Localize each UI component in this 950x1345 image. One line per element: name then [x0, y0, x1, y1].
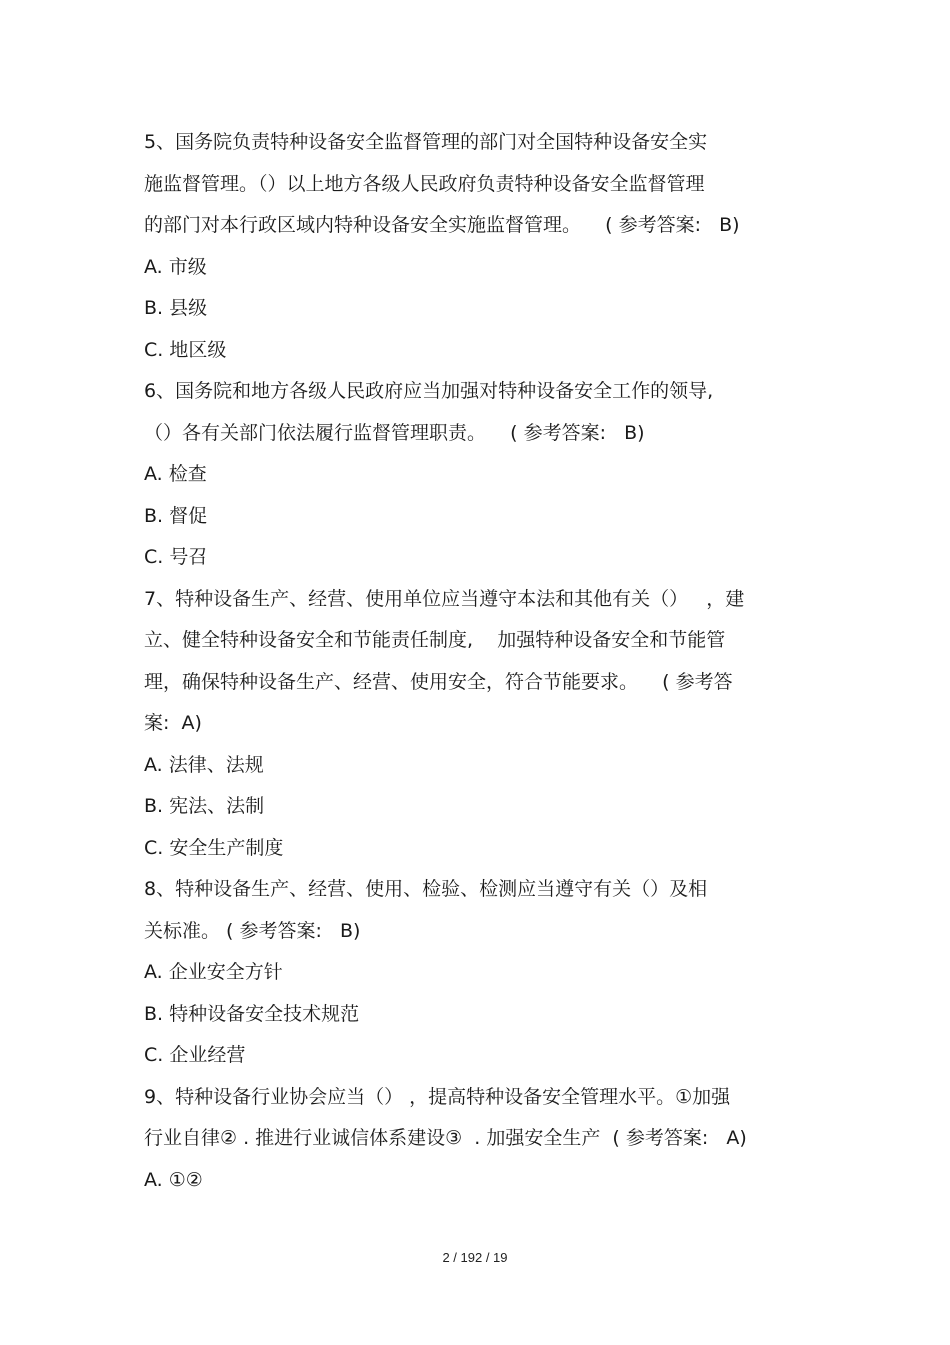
question-text-line: 关标准。 ( 参考答案: B)	[144, 919, 361, 942]
question-text-line: （）各有关部门依法履行监督管理职责。 ( 参考答案: B)	[144, 421, 645, 444]
question-text-line: 8、特种设备生产、经营、使用、检验、检测应当遵守有关（）及相	[144, 878, 708, 900]
question-text-line: 理，确保特种设备生产、经营、使用安全，符合节能要求。 ( 参考答	[144, 670, 733, 693]
answer-option: B. 特种设备安全技术规范	[144, 1002, 360, 1025]
question-block	[144, 869, 814, 1077]
question-block	[144, 579, 814, 870]
question-text-line: 的部门对本行政区域内特种设备安全实施监督管理。 ( 参考答案: B)	[144, 214, 740, 236]
answer-option: C. 号召	[144, 546, 208, 568]
question-text-line: 行业自律② . 推进行业诚信体系建设③ . 加强安全生产 ( 参考答案: A)	[144, 1127, 747, 1149]
answer-option: C. 安全生产制度	[144, 836, 284, 859]
answer-option: C. 企业经营	[144, 1044, 246, 1066]
question-text-line: 6、国务院和地方各级人民政府应当加强对特种设备安全工作的领导,	[144, 380, 714, 402]
answer-option: A. 市级	[144, 255, 207, 278]
question-list	[144, 122, 814, 1201]
answer-option: A. 企业安全方针	[144, 961, 283, 983]
question-block	[144, 122, 814, 371]
question-text-line: 案: A)	[144, 712, 202, 734]
answer-option: B. 督促	[144, 504, 208, 527]
question-block	[144, 1077, 814, 1202]
page-number: 2 / 192 / 19	[442, 1250, 508, 1265]
question-text-line: 施监督管理。（）以上地方各级人民政府负责特种设备安全监督管理	[144, 172, 705, 195]
answer-option: B. 宪法、法制	[144, 795, 265, 817]
question-text-line: 立、健全特种设备安全和节能责任制度, 加强特种设备安全和节能管	[144, 629, 726, 651]
question-text-line: 9、特种设备行业协会应当（） ，提高特种设备安全管理水平。①加强	[144, 1085, 731, 1108]
question-text-line: 5、国务院负责特种设备安全监督管理的部门对全国特种设备安全实	[144, 131, 708, 153]
answer-option: A. ①②	[144, 1168, 203, 1191]
question-block	[144, 371, 814, 579]
question-text-line: 7、特种设备生产、经营、使用单位应当遵守本法和其他有关（） ，建	[144, 587, 745, 610]
answer-option: A. 检查	[144, 463, 207, 485]
answer-option: C. 地区级	[144, 338, 227, 361]
answer-option: A. 法律、法规	[144, 753, 264, 776]
answer-option: B. 县级	[144, 297, 208, 319]
